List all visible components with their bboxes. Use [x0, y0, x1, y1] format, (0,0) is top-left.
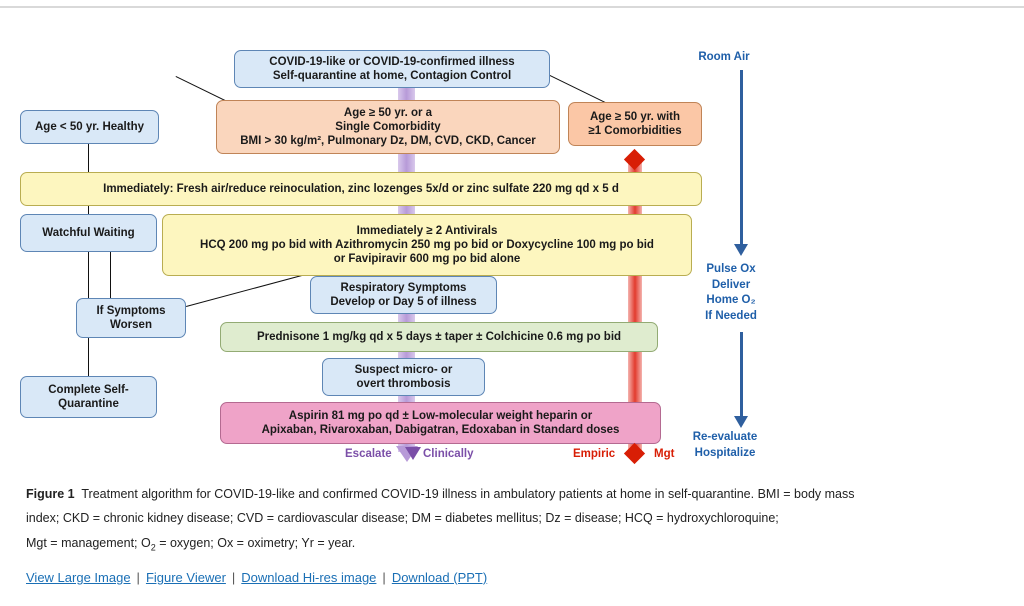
- caption-oxygen-subscript: 2: [150, 542, 156, 553]
- node-antivirals-line1: Immediately ≥ 2 Antivirals: [356, 224, 498, 237]
- flow-label-mgt: Mgt: [654, 448, 675, 460]
- node-respiratory-line1: Respiratory Symptoms: [340, 281, 467, 294]
- node-antivirals-line3: or Favipiravir 600 mg po bid alone: [333, 253, 521, 265]
- link-separator-1: |: [136, 570, 140, 585]
- node-respiratory-symptoms: [310, 276, 497, 314]
- link-separator-3: |: [382, 570, 386, 585]
- treatment-algorithm-figure: [0, 14, 1024, 466]
- flow-label-escalate: Escalate: [345, 448, 392, 460]
- node-age-over-50-multiple-comorbidities: [568, 102, 702, 146]
- node-aspirin-line1: Aspirin 81 mg po qd ± Low-molecular weight heparin or: [288, 409, 593, 422]
- link-figure-viewer[interactable]: Figure Viewer: [145, 570, 226, 585]
- flow-label-clinically: Clinically: [423, 448, 474, 460]
- right-label-room-air: Room Air: [698, 51, 750, 63]
- link-download-ppt[interactable]: Download (PPT): [391, 570, 488, 585]
- node-prednisone-label: Prednisone 1 mg/kg qd x 5 days ± taper ± Colchicine 0.6 mg po bid: [256, 330, 622, 343]
- node-age-ge-50-line3: BMI > 30 kg/m², Pulmonary Dz, DM, CVD, CKD, Cancer: [240, 135, 536, 147]
- node-watchful-waiting: [20, 214, 157, 252]
- node-complete-line2: Quarantine: [58, 398, 119, 410]
- node-prednisone-colchicine: [220, 322, 658, 352]
- right-label-reevaluate: [676, 430, 774, 461]
- node-respiratory-line2: Develop or Day 5 of illness: [330, 296, 477, 308]
- right-pulse-line3: Home O₂: [706, 294, 756, 307]
- node-immediate-label: Immediately: Fresh air/reduce reinoculation, zinc lozenges 5x/d or zinc sulfate 220 mg qd x 5 d: [103, 182, 619, 195]
- node-comorbidities-line1: Age ≥ 50 yr. with: [589, 110, 681, 123]
- node-if-symptoms-line1: If Symptoms: [96, 304, 166, 317]
- node-suspect-line1: Suspect micro- or: [354, 363, 453, 376]
- node-if-symptoms-worsen: [76, 298, 186, 338]
- node-covid-illness: [234, 50, 550, 88]
- node-age-under-50-label: Age < 50 yr. Healthy: [35, 120, 144, 133]
- node-antivirals-line2: HCQ 200 mg po bid with Azithromycin 250 mg po bid or Doxycycline 100 mg po bid: [200, 238, 654, 251]
- caption-figure-label: Figure 1: [26, 487, 75, 501]
- node-antivirals: [162, 214, 692, 276]
- figure-action-links: [26, 570, 487, 585]
- node-covid-line1: COVID-19-like or COVID-19-confirmed illness: [269, 55, 515, 68]
- caption-line-2: [26, 506, 991, 530]
- caption-text-line1: Treatment algorithm for COVID-19-like and confirmed COVID-19 illness in ambulatory patients at home in self-quarantine. BMI = body mass: [81, 487, 855, 501]
- oxygen-escalation-arrow-head-top: [734, 244, 748, 256]
- node-suspect-thrombosis: [322, 358, 485, 396]
- right-pulse-line2: Deliver: [711, 278, 751, 291]
- node-suspect-line2: overt thrombosis: [356, 378, 451, 390]
- flow-label-empiric: Empiric: [573, 448, 616, 460]
- connector-watchful-to-ifsymptoms: [110, 252, 111, 298]
- node-immediate-fresh-air-zinc: [20, 172, 702, 206]
- node-age-ge-50-line2: Single Comorbidity: [335, 120, 441, 133]
- caption-line-1: [26, 482, 991, 506]
- node-age-ge-50-line1: Age ≥ 50 yr. or a: [343, 106, 433, 119]
- caption-text-line3-post: = oxygen; Ox = oximetry; Yr = year.: [155, 535, 356, 550]
- node-aspirin-line2: Apixaban, Rivaroxaban, Dabigatran, Edoxaban in Standard doses: [261, 424, 620, 436]
- node-age-over-50-single-comorbidity: [216, 100, 560, 154]
- caption-line-3: [26, 531, 991, 557]
- escalate-flow-arrowhead-inner: [405, 447, 421, 460]
- node-complete-self-quarantine: [20, 376, 157, 418]
- link-view-large-image[interactable]: View Large Image: [26, 570, 131, 585]
- caption-text-line3-pre: Mgt = management; O: [26, 535, 151, 550]
- right-pulse-line4: If Needed: [705, 309, 757, 322]
- right-reeval-line2: Hospitalize: [694, 446, 756, 459]
- link-download-hires-image[interactable]: Download Hi-res image: [241, 570, 377, 585]
- node-age-under-50: [20, 110, 159, 144]
- node-if-symptoms-line2: Worsen: [110, 319, 152, 331]
- oxygen-escalation-arrow-shaft-bottom: [740, 332, 743, 418]
- figure-caption: [26, 482, 991, 557]
- node-aspirin-anticoagulation: [220, 402, 661, 444]
- right-pulse-line1: Pulse Ox: [706, 263, 756, 275]
- node-comorbidities-line2: ≥1 Comorbidities: [588, 125, 682, 137]
- top-divider: [0, 6, 1024, 8]
- oxygen-escalation-arrow-shaft-top: [740, 70, 743, 246]
- caption-text-line2: index; CKD = chronic kidney disease; CVD = cardiovascular disease; DM = diabetes mellitus; Dz = disease; HCQ = hydroxychloroquine;: [26, 511, 779, 526]
- node-watchful-label: Watchful Waiting: [42, 226, 135, 239]
- right-label-pulse-ox: [688, 262, 774, 324]
- node-covid-line2: Self-quarantine at home, Contagion Control: [272, 70, 512, 82]
- oxygen-escalation-arrow-head-bottom: [734, 416, 748, 428]
- link-separator-2: |: [231, 570, 236, 585]
- node-complete-line1: Complete Self-: [48, 383, 129, 396]
- right-reeval-line1: Re-evaluate: [692, 431, 758, 443]
